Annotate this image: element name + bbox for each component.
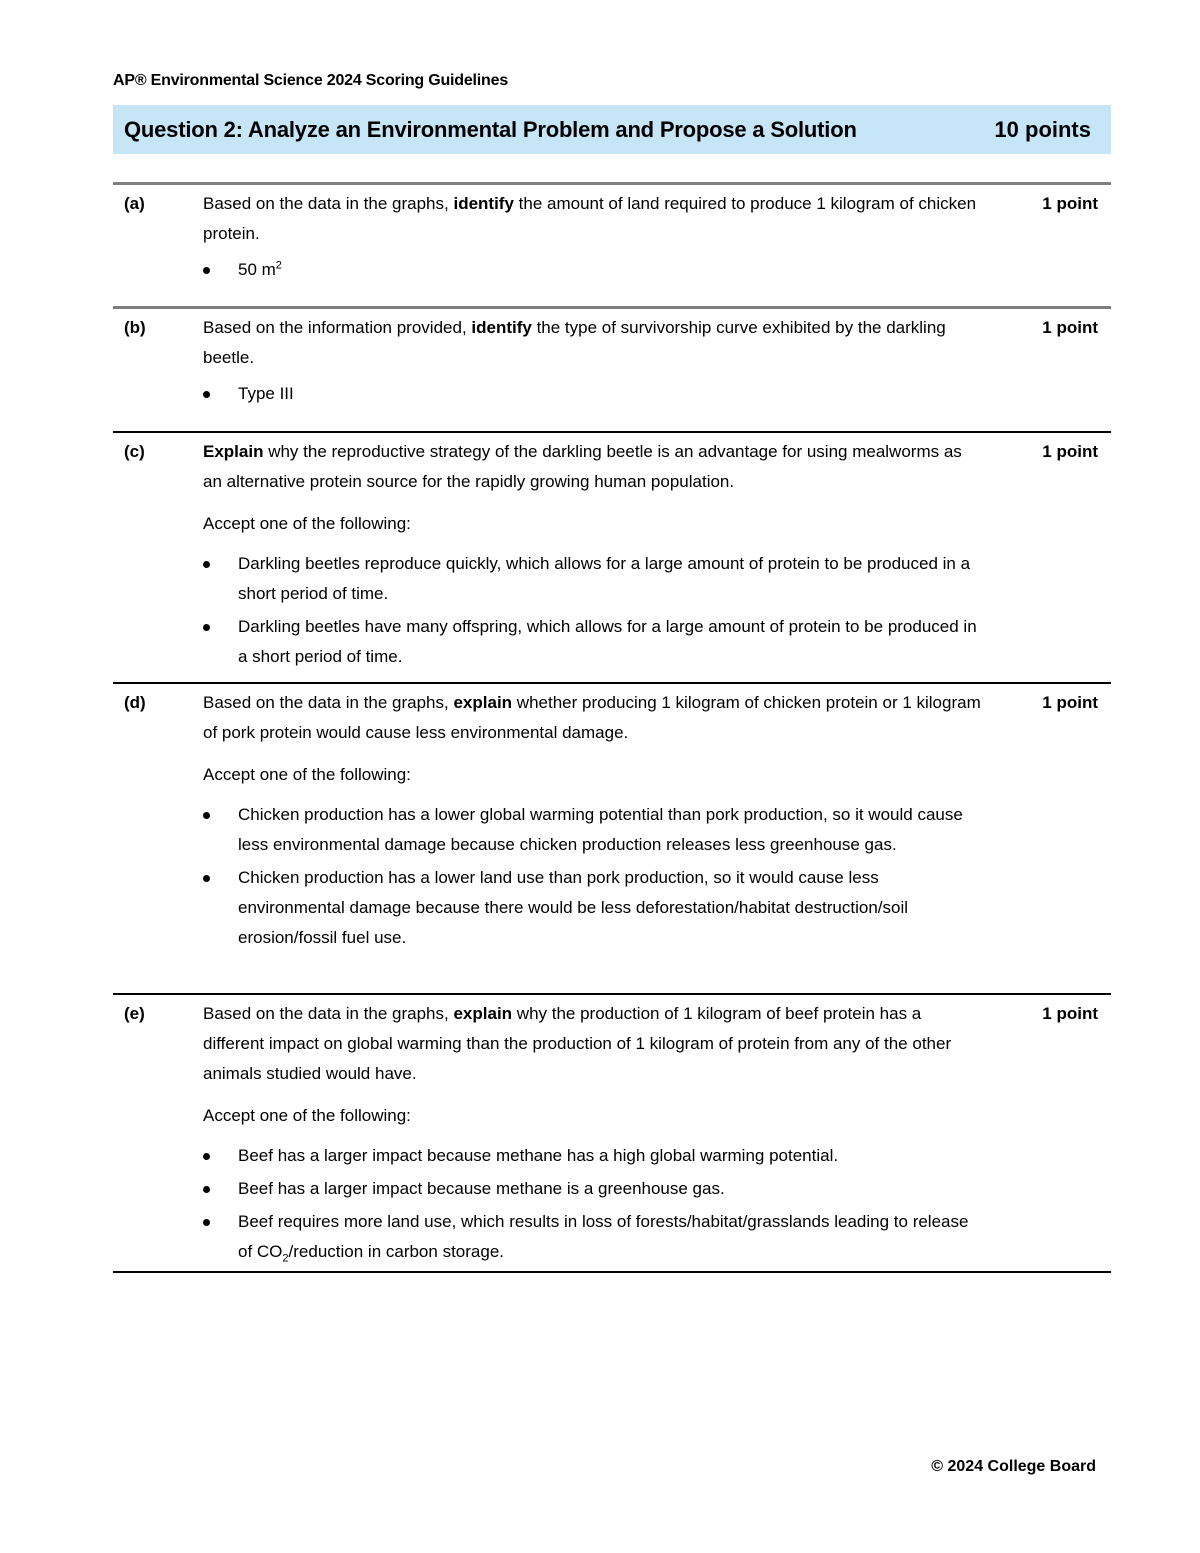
part-label: (c) <box>124 442 145 461</box>
part-e-row <box>113 993 1111 1273</box>
answer-item: Beef requires more land use, which results in loss of forests/habitat/grasslands leading to release of $CO_2$/reduction in carbon storage. <box>203 1207 991 1267</box>
answer-list <box>203 379 991 409</box>
accept-instruction: Accept one of the following: <box>203 1106 411 1125</box>
part-content <box>203 185 991 306</box>
answer-item: Chicken production has a lower land use than pork production, so it would cause less environmental damage because there would be less deforestation/habitat destruction/soil erosion/fossil fuel use. <box>203 863 991 953</box>
part-label: (e) <box>124 1004 145 1023</box>
part-content <box>203 433 991 682</box>
copyright-footer: © 2024 College Board <box>931 1458 1096 1475</box>
answer-item: Beef has a larger impact because methane has a high global warming potential. <box>203 1141 991 1171</box>
answer-item: Type III <box>203 379 991 409</box>
part-points: 1 point <box>1042 693 1098 712</box>
answer-item: Darkling beetles reproduce quickly, which allows for a large amount of protein to be produced in a short period of time. <box>203 549 991 609</box>
part-label: (d) <box>124 693 146 712</box>
part-d-row <box>113 682 1111 993</box>
answer-list <box>203 800 991 953</box>
part-content <box>203 995 991 1271</box>
part-prompt: Based on the data in the graphs, explain why the production of 1 kilogram of beef protein has a different impact on global warming than the production of 1 kilogram of protein from any of the other animals studied would have. <box>203 1004 952 1083</box>
part-prompt: Based on the data in the graphs, identify the amount of land required to produce 1 kilogram of chicken protein. <box>203 194 977 243</box>
part-a-row <box>113 182 1111 306</box>
part-points: 1 point <box>1042 442 1098 461</box>
answer-list <box>203 1141 991 1267</box>
part-content <box>203 309 991 431</box>
part-label: (b) <box>124 318 146 337</box>
part-b-row <box>113 306 1111 431</box>
page-header: AP® Environmental Science 2024 Scoring Guidelines <box>113 72 509 89</box>
answer-item: Chicken production has a lower global warming potential than pork production, so it would cause less environmental damage because chicken production releases less greenhouse gas. <box>203 800 991 860</box>
part-points: 1 point <box>1042 1004 1098 1023</box>
accept-instruction: Accept one of the following: <box>203 514 411 533</box>
accept-instruction: Accept one of the following: <box>203 765 411 784</box>
total-points: 10 points <box>994 116 1091 142</box>
question-title-bar <box>113 105 1111 154</box>
answer-item: Beef has a larger impact because methane is a greenhouse gas. <box>203 1174 991 1204</box>
part-prompt: Based on the information provided, identify the type of survivorship curve exhibited by the darkling beetle. <box>203 318 946 367</box>
scoring-rubric <box>113 182 1111 1273</box>
question-title: Question 2: Analyze an Environmental Problem and Propose a Solution <box>124 116 857 142</box>
answer-list <box>203 549 991 672</box>
part-prompt: Explain why the reproductive strategy of the darkling beetle is an advantage for using mealworms as an alternative protein source for the rapidly growing human population. <box>203 442 962 491</box>
part-points: 1 point <box>1042 318 1098 337</box>
part-points: 1 point <box>1042 194 1098 213</box>
part-label: (a) <box>124 194 145 213</box>
answer-item: Darkling beetles have many offspring, which allows for a large amount of protein to be produced in a short period of time. <box>203 612 991 672</box>
answer-list <box>203 255 991 285</box>
answer-item: 50 $m^2$ <box>203 255 991 285</box>
part-c-row <box>113 431 1111 682</box>
part-prompt: Based on the data in the graphs, explain whether producing 1 kilogram of chicken protein or 1 kilogram of pork protein would cause less environmental damage. <box>203 693 981 742</box>
part-content <box>203 684 991 993</box>
